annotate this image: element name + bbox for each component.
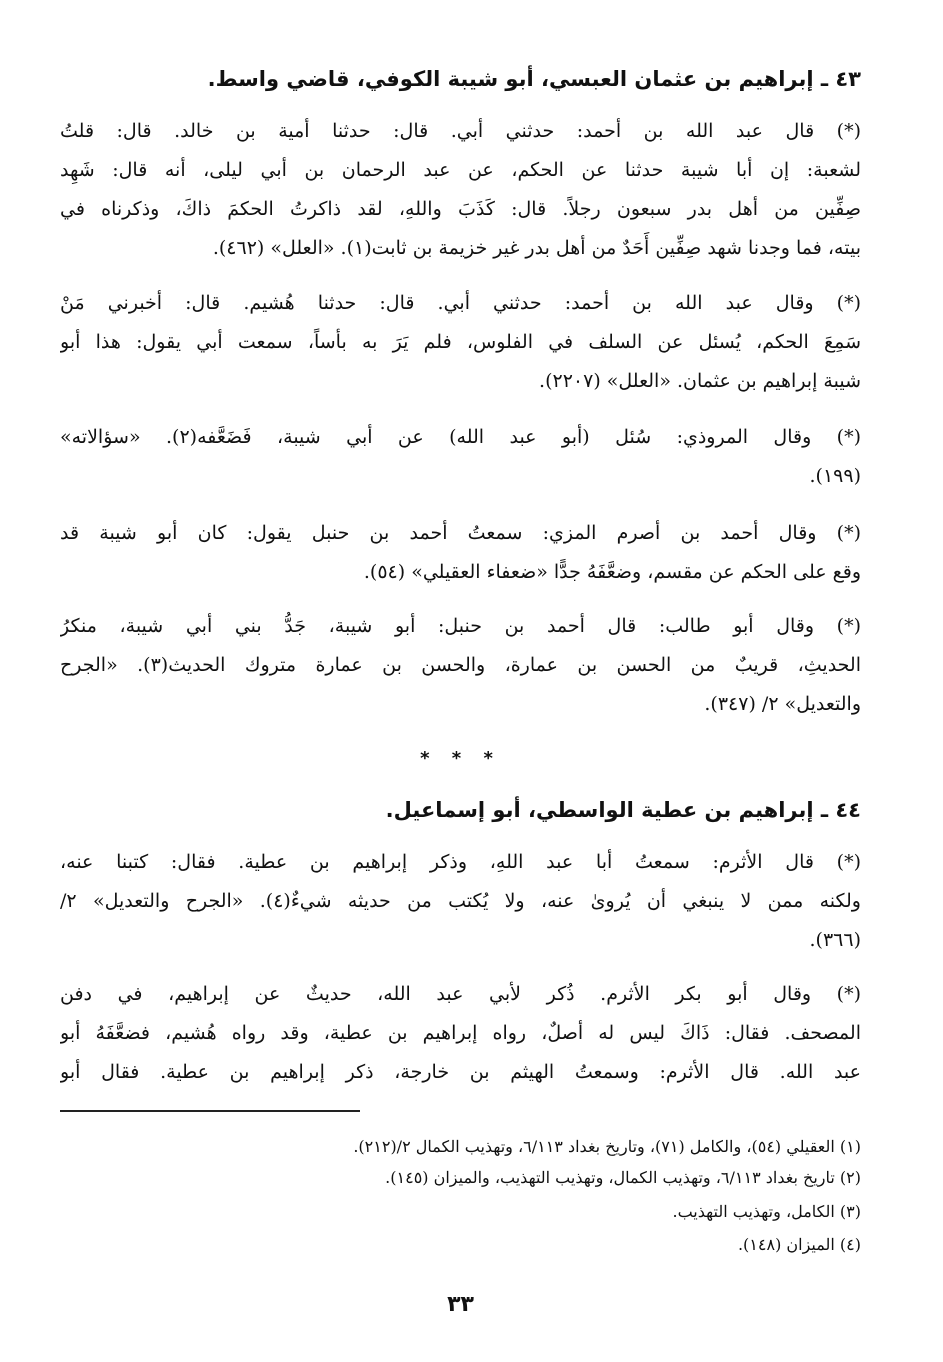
entry-43-paragraph-1: [60, 112, 861, 268]
text-line: ولكنه ممن لا ينبغي أن يُروىٰ عنه، ولا يُكتب من حديثه شيءٌ(٤). «الجرح والتعديل» ٢/: [60, 890, 861, 912]
footnote-4: (٤) الميزان (١٤٨).: [737, 1235, 861, 1254]
text-line: (١٩٩).: [809, 465, 861, 487]
text-line: سَمِعَ الحكم، يُسئل عن السلف في الفلوس، فلم يَرَ به بأساً، سمعت أبي يقول: هذا أبو: [60, 331, 861, 353]
text-line: والتعديل» ٢/ (٣٤٧).: [704, 693, 861, 715]
book-page: [60, 0, 861, 1362]
text-line: بيته، فما وجدنا شهد صِفِّين أَحَدٌ من أهل بدر غير خزيمة بن ثابت(١). «العلل» (٤٦٢).: [212, 237, 861, 259]
footnote-divider: [60, 1110, 360, 1112]
text-line: المصحف. فقال: ذَاكَ ليس له أصلٌ، رواه إبراهيم بن عطية، وقد رواه هُشيم، فضعَّفَهُ أبو: [60, 1022, 861, 1044]
text-line: عبد الله. قال الأثرم: وسمعتُ الهيثم بن خارجة، ذكر إبراهيم بن عطية. فقال أبو: [60, 1061, 861, 1083]
entry-44-paragraph-1: [60, 843, 861, 960]
entry-44-heading: ٤٤ ـ إبراهيم بن عطية الواسطي، أبو إسماعيل.: [385, 798, 861, 822]
text-line: (*) وقال المروذي: سُئل (أبو عبد الله) عن أبي شيبة، فَضَعَّفه(٢). «سؤالاته»: [60, 426, 861, 448]
entry-43-paragraph-5: [60, 607, 861, 724]
entry-43-paragraph-3: [60, 418, 861, 496]
text-line: (*) وقال أحمد بن أصرم المزي: سمعتُ أحمد بن حنبل يقول: كان أبو شيبة قد: [60, 522, 861, 544]
footnote-3: (٣) الكامل، وتهذيب التهذيب.: [672, 1202, 861, 1221]
text-line: (*) قال الأثرم: سمعتُ أبا عبد اللهِ، وذكر إبراهيم بن عطية. فقال: كتبنا عنه،: [60, 851, 861, 873]
text-line: (٣٦٦).: [809, 929, 861, 951]
text-line: لشعبة: إن أبا شيبة حدثنا عن الحكم، عن عبد الرحمان بن أبي ليلى، أنه قال: شَهِد: [60, 159, 861, 181]
text-line: (*) وقال أبو بكر الأثرم. ذُكر لأبي عبد الله، حديثٌ عن إبراهيم، في دفن: [60, 983, 861, 1005]
text-line: شيبة إبراهيم بن عثمان. «العلل» (٢٢٠٧).: [539, 370, 861, 392]
entry-43-paragraph-4: [60, 514, 861, 592]
entry-43-heading: ٤٣ ـ إبراهيم بن عثمان العبسي، أبو شيبة الكوفي، قاضي واسط.: [207, 67, 861, 91]
section-separator: * * *: [420, 748, 501, 769]
text-line: (*) وقال عبد الله بن أحمد: حدثني أبي. قال: حدثنا هُشيم. قال: أخبرني مَنْ: [60, 292, 861, 314]
text-line: الحديثِ، قريبٌ من الحسن بن عمارة، والحسن بن عمارة متروك الحديث(٣). «الجرح: [60, 654, 861, 676]
text-line: صِفِّين من أهل بدر سبعون رجلاً. قال: كَذَبَ واللهِ، لقد ذاكرتُ الحكمَ ذاكَ، وذكرناه في: [60, 198, 861, 220]
page-number: ٣٣: [447, 1292, 474, 1317]
entry-44-paragraph-2: [60, 975, 861, 1092]
footnote-1: (١) العقيلي (٥٤)، والكامل (٧١)، وتاريخ بغداد ٦/١١٣، وتهذيب الكمال ٢/(٢١٢).: [353, 1137, 861, 1156]
text-line: وقع على الحكم عن مقسم، وضعَّفَهُ جدًّا «ضعفاء العقيلي» (٥٤).: [363, 561, 861, 583]
text-line: (*) وقال أبو طالب: قال أحمد بن حنبل: أبو شيبة، جَدُّ بني أبي شيبة، منكرُ: [60, 615, 861, 637]
text-line: (*) قال عبد الله بن أحمد: حدثني أبي. قال: حدثنا أمية بن خالد. قال: قلتُ: [60, 120, 861, 142]
footnote-2: (٢) تاريخ بغداد ٦/١١٣، وتهذيب الكمال، وتهذيب التهذيب، والميزان (١٤٥).: [385, 1168, 861, 1187]
entry-43-paragraph-2: [60, 284, 861, 401]
